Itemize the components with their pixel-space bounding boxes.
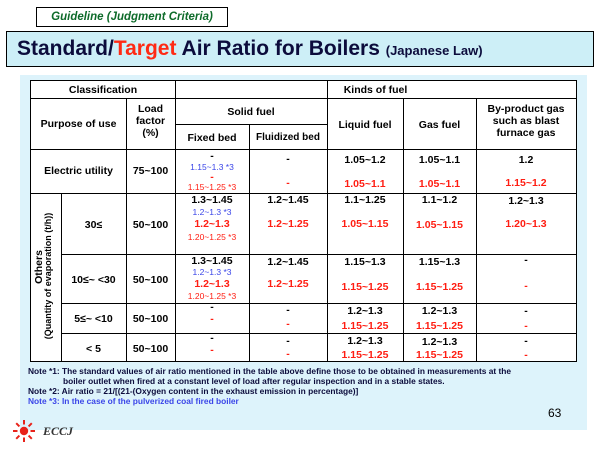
logo-text: ECCJ — [43, 424, 74, 438]
r510-byproduct-tgt: - — [524, 320, 528, 332]
electric-byproduct-std: 1.2 — [518, 154, 534, 166]
r30-liquid-std: 1.1~1.25 — [344, 194, 386, 206]
electric-gas-tgt: 1.05~1.1 — [418, 178, 461, 190]
r1030-gas-std: 1.15~1.3 — [418, 256, 461, 268]
load-factor-line3: (%) — [142, 127, 159, 139]
r1030-byproduct-std: - — [524, 254, 528, 266]
eccj-logo — [13, 420, 113, 442]
header-liquid-fuel: Liquid fuel — [338, 119, 392, 131]
rlt5-fluid-tgt: - — [286, 348, 290, 360]
note-1-continued: boiler outlet when fired at a constant level of load after regular inspection and in a stable states. — [63, 376, 445, 386]
electric-gas-std: 1.05~1.1 — [418, 154, 461, 166]
row-5-10-capacity: 5≤~ <10 — [74, 313, 113, 325]
electric-fixed-std: - — [210, 150, 214, 162]
guideline-label: Guideline (Judgment Criteria) — [36, 7, 228, 27]
r510-fluid-tgt: - — [286, 318, 290, 330]
r1030-fluid-tgt: 1.2~1.25 — [267, 278, 309, 290]
r1030-fixed-tgt-note: 1.20~1.25 *3 — [187, 291, 237, 301]
r30-gas-tgt: 1.05~1.15 — [415, 219, 463, 231]
row-electric-utility-label: Electric utility — [44, 165, 113, 177]
r1030-liquid-tgt: 1.15~1.25 — [341, 281, 389, 293]
row-lt5-load: 50~100 — [132, 343, 169, 355]
load-factor-line2: factor — [135, 115, 166, 127]
note-1: Note *1: The standard values of air ratio mentioned in the table above define those to be obtained in measurements at the — [28, 366, 512, 376]
r510-gas-tgt: 1.15~1.25 — [415, 320, 463, 332]
rlt5-fixed-tgt: - — [210, 344, 214, 356]
title-law: (Japanese Law) — [385, 43, 483, 58]
row-electric-utility-load: 75~100 — [132, 165, 169, 177]
rlt5-fluid-std: - — [286, 335, 290, 347]
electric-fluid-tgt: - — [286, 177, 290, 189]
r30-fixed-tgt: 1.2~1.3 — [194, 218, 230, 230]
r510-gas-std: 1.2~1.3 — [421, 305, 458, 317]
r30-liquid-tgt: 1.05~1.15 — [341, 218, 389, 230]
note-2: Note *2: Air ratio = 21/[(21-(Oxygen content in the exhaust emission in percentage)] — [28, 386, 359, 396]
electric-fixed-tgt: - — [210, 171, 214, 183]
r30-byproduct-tgt: 1.20~1.3 — [505, 218, 547, 230]
rlt5-byproduct-tgt: - — [524, 349, 528, 361]
electric-liquid-std: 1.05~1.2 — [344, 154, 386, 166]
header-byproduct-gas — [476, 103, 576, 139]
r30-fixed-std-note: 1.2~1.3 *3 — [192, 207, 232, 217]
byproduct-line1: By-product gas — [487, 103, 565, 115]
header-gas-fuel: Gas fuel — [418, 119, 461, 131]
others-sublabel: (Quantity of evaporation (t/h)) — [43, 212, 53, 340]
load-factor-line1: Load — [137, 103, 164, 115]
row-30-capacity: 30≤ — [84, 219, 103, 231]
others-label: Others — [33, 250, 45, 284]
r30-fluid-tgt: 1.2~1.25 — [267, 218, 309, 230]
rlt5-gas-std: 1.2~1.3 — [421, 336, 458, 348]
rlt5-gas-tgt: 1.15~1.25 — [415, 349, 463, 361]
header-load-factor — [126, 103, 175, 139]
page-title — [6, 31, 594, 67]
header-fluidized-bed: Fluidized bed — [256, 132, 320, 143]
row-lt5-capacity: < 5 — [86, 343, 101, 355]
r1030-gas-tgt: 1.15~1.25 — [415, 281, 463, 293]
byproduct-line2: such as blast — [492, 115, 560, 127]
header-purpose-of-use: Purpose of use — [40, 118, 117, 130]
row-10-30-capacity: 10≤~ <30 — [71, 274, 116, 286]
electric-fluid-std: - — [286, 153, 290, 165]
content-panel — [20, 75, 587, 430]
electric-liquid-tgt: 1.05~1.1 — [344, 178, 386, 190]
electric-byproduct-tgt: 1.15~1.2 — [505, 177, 547, 189]
r510-fixed-std: - — [210, 301, 214, 313]
title-target: Target — [113, 37, 177, 60]
header-fixed-bed: Fixed bed — [187, 132, 237, 144]
r510-byproduct-std: - — [524, 305, 528, 317]
r1030-liquid-std: 1.15~1.3 — [344, 256, 386, 268]
header-classification: Classification — [68, 84, 138, 96]
rlt5-liquid-std: 1.2~1.3 — [347, 335, 383, 347]
r30-fixed-std: 1.3~1.45 — [191, 194, 233, 206]
r1030-byproduct-tgt: - — [524, 280, 528, 292]
air-ratio-table — [30, 80, 577, 362]
note-3: Note *3: In the case of the pulverized coal fired boiler — [28, 396, 239, 406]
page-number: 63 — [548, 406, 562, 420]
row-5-10-load: 50~100 — [132, 313, 169, 325]
r1030-fixed-tgt: 1.2~1.3 — [194, 278, 230, 290]
byproduct-line3: furnace gas — [496, 127, 556, 139]
r30-byproduct-std: 1.2~1.3 — [508, 195, 544, 207]
r510-fixed-tgt: - — [210, 313, 214, 325]
header-kinds-of-fuel: Kinds of fuel — [343, 84, 408, 96]
header-solid-fuel: Solid fuel — [227, 106, 275, 118]
electric-fixed-tgt-note: 1.15~1.25 *3 — [187, 182, 237, 192]
row-30-load: 50~100 — [132, 219, 169, 231]
footnotes — [28, 366, 578, 406]
sun-logo-icon — [13, 420, 39, 442]
rlt5-liquid-tgt: 1.15~1.25 — [341, 349, 389, 361]
r1030-fluid-std: 1.2~1.45 — [267, 256, 309, 268]
electric-fixed-std-note: 1.15~1.3 *3 — [190, 162, 234, 172]
rlt5-fixed-std: - — [210, 332, 214, 344]
r1030-fixed-std-note: 1.2~1.3 *3 — [192, 267, 232, 277]
rlt5-byproduct-std: - — [524, 335, 528, 347]
r30-fluid-std: 1.2~1.45 — [267, 194, 309, 206]
r30-gas-std: 1.1~1.2 — [421, 194, 458, 206]
r30-fixed-tgt-note: 1.20~1.25 *3 — [187, 232, 237, 242]
r510-liquid-tgt: 1.15~1.25 — [341, 320, 389, 332]
row-10-30-load: 50~100 — [132, 274, 169, 286]
title-main: Air Ratio for Boilers — [176, 37, 386, 60]
r510-liquid-std: 1.2~1.3 — [347, 305, 383, 317]
r1030-fixed-std: 1.3~1.45 — [191, 255, 233, 267]
r510-fluid-std: - — [286, 304, 290, 316]
title-standard: Standard/ — [17, 37, 114, 60]
